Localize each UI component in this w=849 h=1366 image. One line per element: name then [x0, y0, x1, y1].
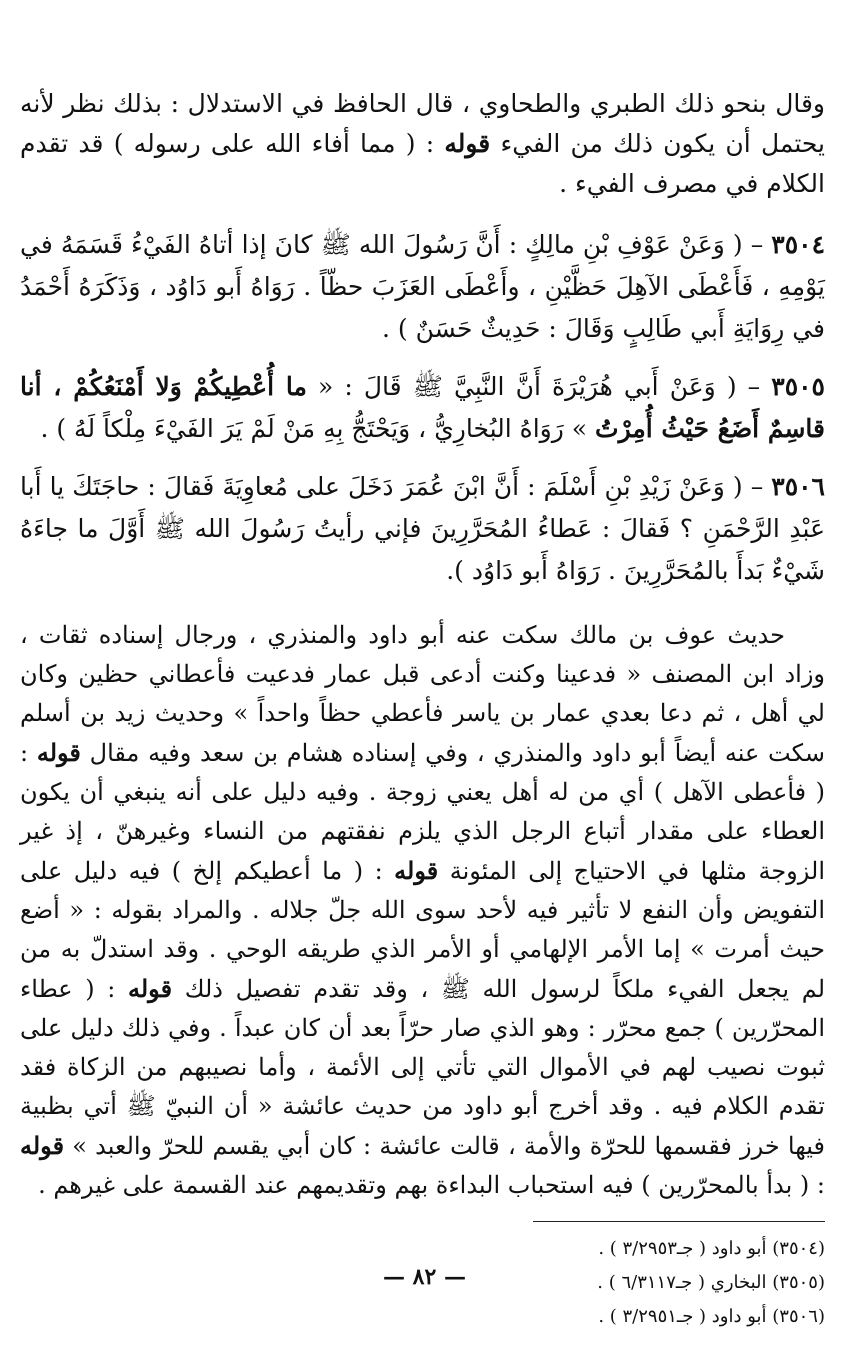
commentary-part-1: حديث عوف بن مالك سكت عنه أبو داود والمنذري ، ورجال إسناده ثقات ، وزاد ابن المصنف « فدعينا وكنت أدعى قبل عمار فدعيت فأعطاني حظين وكان لي أهل ، ثم دعا بعدي عمار بن ياسر فأعطي حظاً واحداً » وحديث زيد بن أسلم سكت عنه أيضاً أبو داود والمنذري ، وفي إسناده هشام بن سعد وفيه مقال — [20, 621, 825, 767]
hadith-text: – ( وَعَنْ زَيْدِ بْنِ أَسْلَمَ : أَنَّ ابْنَ عُمَرَ دَخَلَ على مُعاوِيَةَ فَقالَ : حاجَتَكَ يا أَبا عَبْدِ الرَّحْمَنِ ؟ فَقالَ : عَطاءُ المُحَرَّرِينَ فإني رأيتُ رَسُولَ الله ﷺ أَوَّلَ ما جاءَهُ شَيْءٌ بَدأَ بالمُحَرَّرِينَ . رَوَاهُ أَبو دَاوُد ). — [20, 472, 825, 585]
qawl-label: قوله — [394, 856, 439, 885]
qawl-label: قوله — [36, 738, 81, 767]
commentary-part-5: : ( بدأ بالمحرّرين ) فيه استحباب البداءة بهم وتقديمهم عند القسمة على غيرهم . — [38, 1171, 825, 1199]
commentary-part-3: : ( ما أعطيكم إلخ ) فيه دليل على التفويض وأن النفع لا تأثير فيه لأحد سوى الله جلّ جلاله . والمراد بقوله : « أضع حيث أمرت » إما الأمر الإلهامي أو الأمر الذي طريقه الوحي . وقد استدلّ به من لم يجعل الفيء ملكاً لرسول الله ﷺ ، وقد تقدم تفصيل ذلك — [20, 857, 826, 1003]
footnote-divider — [533, 1221, 825, 1222]
hadith-text-a: – ( وَعَنْ أَبي هُرَيْرَةَ أَنَّ النَّبِيَّ ﷺ قَالَ : « — [318, 372, 761, 401]
qawl-label: قوله — [20, 1131, 65, 1160]
hadith-number: ٣٥٠٦ — [771, 472, 825, 501]
hadith-3504 — [20, 224, 825, 350]
commentary-part-2: : ( فأعطى الآهل ) أي من له أهل يعني زوجة . وفيه دليل على أنه ينبغي أن يكون العطاء على مقدار أتباع الرجل الذي يلزم نفقتهم من النساء وغيرهنّ ، إذ غير الزوجة مثلها في الاحتياج إلى المئونة — [20, 739, 825, 885]
footnote-3505: (٣٥٠٥) البخاري ( جـ٦/٣١١٧ ) . — [597, 1272, 825, 1293]
hadith-bold-quote: ما أُعْطِيكُمْ وَلا أَمْنَعُكُمْ ، أنا قاسِمٌ أَضَعُ حَيْثُ أُمِرْتُ — [20, 372, 825, 443]
hadith-text-b: » رَوَاهُ البُخارِيُّ ، وَيَحْتَجُّ بِهِ مَنْ لَمْ يَرَ الفَيْءَ مِلْكاً لَهُ ) . — [40, 414, 588, 443]
footnote-3504: (٣٥٠٤) أبو داود ( جـ٣/٢٩٥٣ ) . — [598, 1238, 825, 1259]
qawl-label: قوله — [444, 129, 491, 158]
top-paragraph-line1: وقال بنحو ذلك الطبري والطحاوي ، قال الحافظ في الاستدلال : بذلك نظر لأنه يحتمل أن يكون ذلك من الفيء — [20, 89, 825, 158]
hadith-3505 — [20, 366, 825, 450]
hadith-3506 — [20, 466, 825, 592]
top-paragraph — [20, 84, 825, 204]
page-body — [20, 84, 825, 1334]
page-number: — ٨٢ — — [383, 1264, 466, 1290]
hadith-number: ٣٥٠٤ — [771, 230, 825, 259]
qawl-label: قوله — [128, 974, 173, 1003]
commentary-part-4: : ( عطاء المحرّرين ) جمع محرّر : وهو الذي صار حرّاً بعد أن كان عبداً . وفي ذلك دليل على ثبوت نصيب لهم في الأموال التي تأتي إلى الأئمة ، وأما نصيبهم من الزكاة فقد تقدم الكلام فيه . وقد أخرج أبو داود من حديث عائشة « أن النبيّ ﷺ أتي بظبية فيها خرز فقسمها للحرّة والأمة ، قالت عائشة : كان أبي يقسم للحرّ والعبد » — [20, 975, 825, 1160]
hadith-text: – ( وَعَنْ عَوْفِ بْنِ مالِكٍ : أَنَّ رَسُولَ الله ﷺ كانَ إذا أتاهُ الفَيْءُ قَسَمَهُ في يَوْمِهِ ، فَأَعْطَى الآهِلَ حَظَّيْنِ ، وأَعْطَى العَزَبَ حظّاً . رَوَاهُ أَبو دَاوُد ، وَذَكَرَهُ أَحْمَدُ في رِوَايَةِ أَبي طَالِبٍ وَقَالَ : حَدِيثٌ حَسَنٌ ) . — [20, 230, 825, 343]
footnote-3506: (٣٥٠٦) أبو داود ( جـ٣/٢٩٥١ ) . — [598, 1306, 825, 1327]
commentary — [20, 616, 825, 1205]
hadith-number: ٣٥٠٥ — [771, 372, 825, 401]
top-paragraph-line2: : ( مما أفاء الله على رسوله ) قد تقدم الكلام في مصرف الفيء . — [20, 129, 825, 198]
